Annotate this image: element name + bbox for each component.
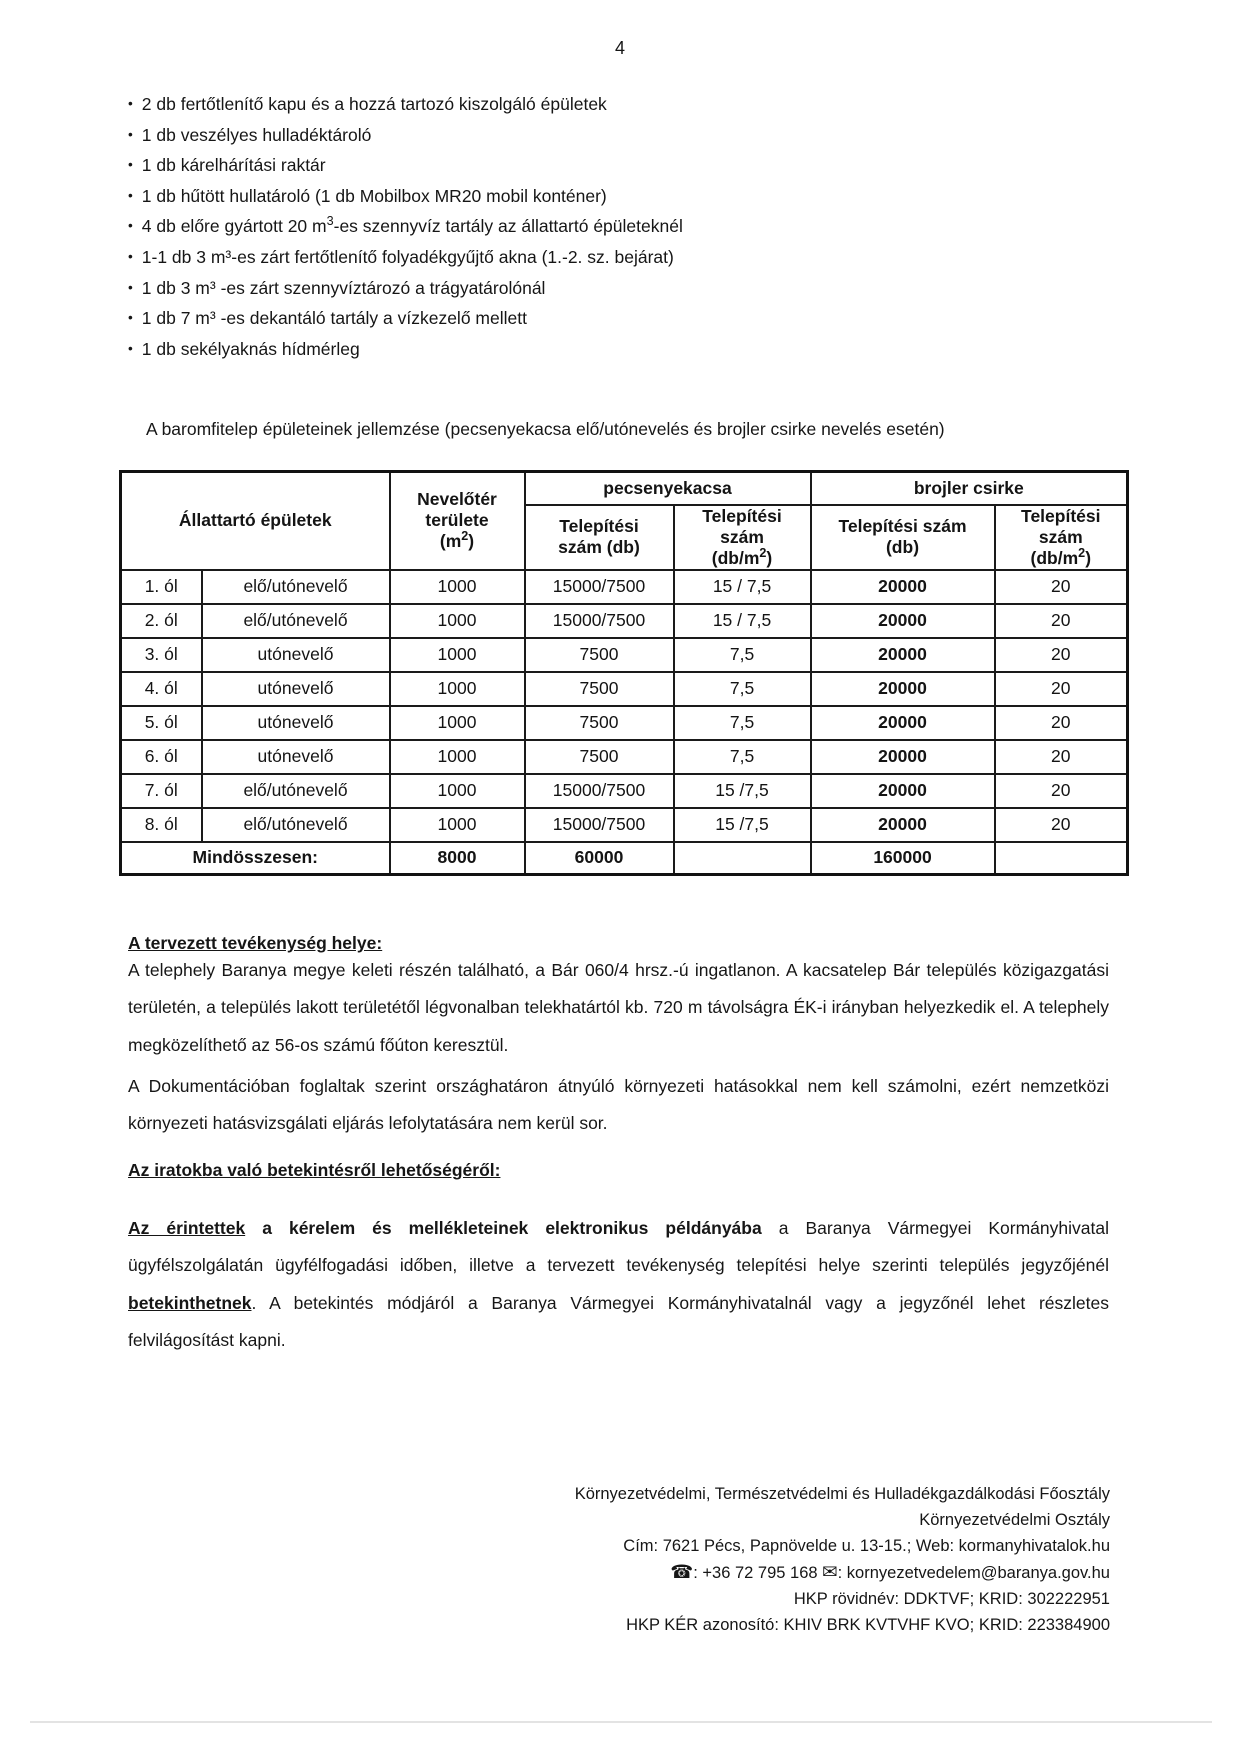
- bullet-item: [128, 335, 1123, 366]
- text-run: 1 db 7 m³ -es dekantáló tartály a vízkezelő mellett: [141, 308, 527, 329]
- text-run: 3: [326, 214, 334, 229]
- table-cell: 4. ól: [121, 672, 202, 706]
- text-run: 2: [461, 529, 469, 544]
- text-run: Telepítési: [559, 516, 639, 536]
- phone-icon: ☎: [670, 1561, 694, 1583]
- header-chicken-count: [811, 505, 995, 570]
- text-run: A Dokumentációban foglaltak szerint országhatáron átnyúló környezeti hatásokkal nem kell számolni, ezért nemzetközi környezeti hatásvizsgálati eljárás lefolytatására nem kerül sor.: [128, 1076, 1109, 1134]
- email-icon: ✉: [822, 1561, 838, 1583]
- table-cell: 60000: [525, 842, 674, 875]
- table-cell: 20000: [811, 740, 995, 774]
- impact-paragraph: [128, 1068, 1109, 1143]
- text-run: (db/m: [1030, 547, 1079, 568]
- text-run: 1 db hűtött hullatároló (1 db Mobilbox MR20 mobil konténer): [141, 185, 607, 206]
- table-cell: 7500: [525, 706, 674, 740]
- table-cell: elő/utónevelő: [202, 570, 390, 604]
- page-number: 4: [614, 38, 625, 58]
- text-run: szám: [1038, 526, 1083, 547]
- bullet-item: [128, 90, 1123, 121]
- table-row: [121, 638, 1128, 672]
- text-run: 1 db kárelhárítási raktár: [141, 155, 326, 176]
- table-cell: 8000: [390, 842, 525, 875]
- table-cell: elő/utónevelő: [202, 808, 390, 842]
- scan-artifact-line: [30, 1721, 1212, 1723]
- text-run: Telepítési: [1021, 505, 1101, 526]
- table-cell: 7,5: [674, 740, 811, 774]
- inspection-paragraph: [128, 1210, 1109, 1360]
- table-cell: 3. ól: [121, 638, 202, 672]
- footer-line: [210, 1587, 1110, 1613]
- table-row: [121, 604, 1128, 638]
- text-run: -es szennyvíz tartály az állattartó épületeknél: [333, 216, 683, 237]
- table-cell: 7500: [525, 638, 674, 672]
- table-cell: utónevelő: [202, 638, 390, 672]
- table-cell: 1000: [390, 774, 525, 808]
- table-cell: 7500: [525, 740, 674, 774]
- table-row: [121, 774, 1128, 808]
- table-cell: 20: [995, 638, 1128, 672]
- table-cell: 15000/7500: [525, 808, 674, 842]
- table-caption: [146, 419, 1126, 440]
- table-cell: utónevelő: [202, 740, 390, 774]
- table-cell: 1000: [390, 808, 525, 842]
- table-cell: 1000: [390, 638, 525, 672]
- text-run: ): [766, 547, 773, 568]
- text-run: 1 db veszélyes hulladéktároló: [141, 124, 372, 145]
- text-run: Cím: 7621 Pécs, Papnövelde u. 13-15.; Web: kormanyhivatalok.hu: [623, 1536, 1110, 1555]
- poultry-buildings-table: [119, 470, 1129, 876]
- table-cell: 20000: [811, 604, 995, 638]
- table-cell: 5. ól: [121, 706, 202, 740]
- table-row: [121, 570, 1128, 604]
- text-run: A telephely Baranya megye keleti részén található, a Bár 060/4 hrsz.-ú ingatlanon. A kacsatelep Bár település közigazgatási területén, a település lakott területétől légvonalban telekhatártól kb. 720 m távolságra ÉK-i irányban helyezkedik el. A telephely megközelíthető az 56-os számú főúton keresztül.: [128, 960, 1109, 1055]
- table-cell: 1000: [390, 604, 525, 638]
- table-row: [121, 672, 1128, 706]
- table-row: [121, 706, 1128, 740]
- table-cell: Mindösszesen:: [121, 842, 390, 875]
- table-cell: 20: [995, 808, 1128, 842]
- table-cell: 20: [995, 740, 1128, 774]
- text-run: a Baranya Vármegyei Kormányhivatal ügyfélszolgálatán ügyfélfogadási időben, illetve a tervezett tevékenység telepítési helye szerinti település jegyzőjénél: [128, 1218, 1109, 1276]
- table-cell: elő/utónevelő: [202, 774, 390, 808]
- table-total-row: [121, 842, 1128, 875]
- table-cell: 20: [995, 570, 1128, 604]
- bullet-item: [128, 182, 1123, 213]
- text-run: Állattartó épületek: [178, 510, 332, 531]
- text-run: 1 db 3 m³ -es zárt szennyvíztározó a trágyatárolónál: [141, 277, 546, 298]
- text-run: 2 db fertőtlenítő kapu és a hozzá tartozó kiszolgáló épületek: [141, 94, 607, 114]
- text-run: : kornyezetvedelem@baranya.gov.hu: [837, 1564, 1110, 1583]
- header-group-chicken: brojler csirke: [811, 472, 1128, 505]
- header-chicken-density: [995, 505, 1128, 570]
- text-run: A baromfitelep épületeinek jellemzése (pecsenyekacsa elő/utónevelés és brojler csirke nevelés esetén): [146, 419, 945, 439]
- footer-line: [210, 1508, 1110, 1534]
- table-cell: 6. ól: [121, 740, 202, 774]
- table-cell: 15000/7500: [525, 774, 674, 808]
- table-cell: 20: [995, 706, 1128, 740]
- table-cell: 160000: [811, 842, 995, 875]
- table-cell: 20000: [811, 570, 995, 604]
- text-run: 2: [1078, 545, 1086, 560]
- table-cell: 20000: [811, 638, 995, 672]
- table-row: [121, 740, 1128, 774]
- table-cell: 15 /7,5: [674, 774, 811, 808]
- bullet-item: [128, 304, 1123, 335]
- table-cell: [674, 842, 811, 875]
- table-cell: 8. ól: [121, 808, 202, 842]
- table-cell: 20000: [811, 774, 995, 808]
- table-row: [121, 808, 1128, 842]
- table-cell: 20000: [811, 672, 995, 706]
- text-run: ): [468, 531, 475, 552]
- text-run: Az érintettek: [128, 1218, 246, 1238]
- table-cell: elő/utónevelő: [202, 604, 390, 638]
- bullet-item: [128, 243, 1123, 274]
- table-cell: 7,5: [674, 706, 811, 740]
- section-heading-location: A tervezett tevékenység helye:: [128, 933, 383, 953]
- table-cell: 15000/7500: [525, 570, 674, 604]
- section-heading-inspection: Az iratokba való betekintésről lehetőségéről:: [128, 1160, 501, 1180]
- text-run: Környezetvédelmi, Természetvédelmi és Hulladékgazdálkodási Főosztály: [574, 1485, 1110, 1503]
- footer-line: [210, 1534, 1110, 1560]
- header-buildings: [121, 472, 390, 570]
- text-run: 1 db sekélyaknás hídmérleg: [141, 338, 360, 359]
- text-run: . A betekintés módjáról a Baranya Vármegyei Kormányhivatalnál vagy a jegyzőnél lehet részletes felvilágosítást kapni.: [128, 1292, 1109, 1351]
- text-run: HKP KÉR azonosító: KHIV BRK KVTVHF KVO; KRID: 223384900: [626, 1615, 1110, 1634]
- text-run: Telepítési: [702, 505, 782, 526]
- table-body: [121, 570, 1128, 875]
- facility-bullet-list: [128, 90, 1123, 365]
- text-run: 2: [759, 545, 767, 560]
- text-run: a kérelem és mellékleteinek elektronikus példányába: [245, 1218, 762, 1238]
- table-cell: 7,5: [674, 638, 811, 672]
- text-run: : +36 72 795 168: [693, 1564, 823, 1583]
- footer-block: [210, 1482, 1110, 1639]
- table-cell: 20000: [811, 706, 995, 740]
- text-run: Nevelőtér: [417, 489, 497, 510]
- table-cell: 1000: [390, 706, 525, 740]
- table-cell: [995, 842, 1128, 875]
- bullet-item: [128, 121, 1123, 152]
- table-cell: 15 / 7,5: [674, 604, 811, 638]
- footer-line: [210, 1613, 1110, 1639]
- table-cell: 20: [995, 774, 1128, 808]
- text-run: Környezetvédelmi Osztály: [919, 1510, 1110, 1529]
- table-cell: 20: [995, 604, 1128, 638]
- header-duck-density: [674, 505, 811, 570]
- text-run: ): [1085, 547, 1092, 568]
- bullet-item: [128, 212, 1123, 243]
- table-cell: utónevelő: [202, 706, 390, 740]
- text-run: HKP rövidnév: DDKTVF; KRID: 302222951: [793, 1590, 1110, 1609]
- table-cell: 2. ól: [121, 604, 202, 638]
- table-cell: 1000: [390, 672, 525, 706]
- table-cell: 15 /7,5: [674, 808, 811, 842]
- footer-line: [210, 1559, 1110, 1587]
- text-run: területe: [425, 510, 489, 531]
- text-run: 4 db előre gyártott 20 m: [141, 216, 327, 237]
- table-cell: 7,5: [674, 672, 811, 706]
- table-cell: 1. ól: [121, 570, 202, 604]
- text-run: Telepítési szám: [838, 516, 967, 536]
- header-area: [390, 472, 525, 570]
- bullet-item: [128, 274, 1123, 305]
- text-run: szám: [720, 526, 764, 547]
- table-cell: 7. ól: [121, 774, 202, 808]
- location-paragraph: [128, 952, 1109, 1064]
- table-cell: 20: [995, 672, 1128, 706]
- text-run: (m: [439, 531, 462, 552]
- table-cell: 15 / 7,5: [674, 570, 811, 604]
- header-group-duck: pecsenyekacsa: [525, 472, 811, 505]
- text-run: szám (db): [558, 537, 640, 557]
- text-run: betekinthetnek: [128, 1292, 252, 1313]
- table-cell: 1000: [390, 740, 525, 774]
- table-cell: 1000: [390, 570, 525, 604]
- table-cell: utónevelő: [202, 672, 390, 706]
- table-cell: 15000/7500: [525, 604, 674, 638]
- table-cell: 20000: [811, 808, 995, 842]
- text-run: (db/m: [711, 547, 760, 568]
- bullet-item: [128, 151, 1123, 182]
- table-cell: 7500: [525, 672, 674, 706]
- header-duck-count: [525, 505, 674, 570]
- text-run: (db): [885, 537, 920, 557]
- text-run: 1-1 db 3 m³-es zárt fertőtlenítő folyadékgyűjtő akna (1.-2. sz. bejárat): [141, 246, 674, 267]
- footer-line: [210, 1482, 1110, 1508]
- table-header: [121, 472, 1128, 570]
